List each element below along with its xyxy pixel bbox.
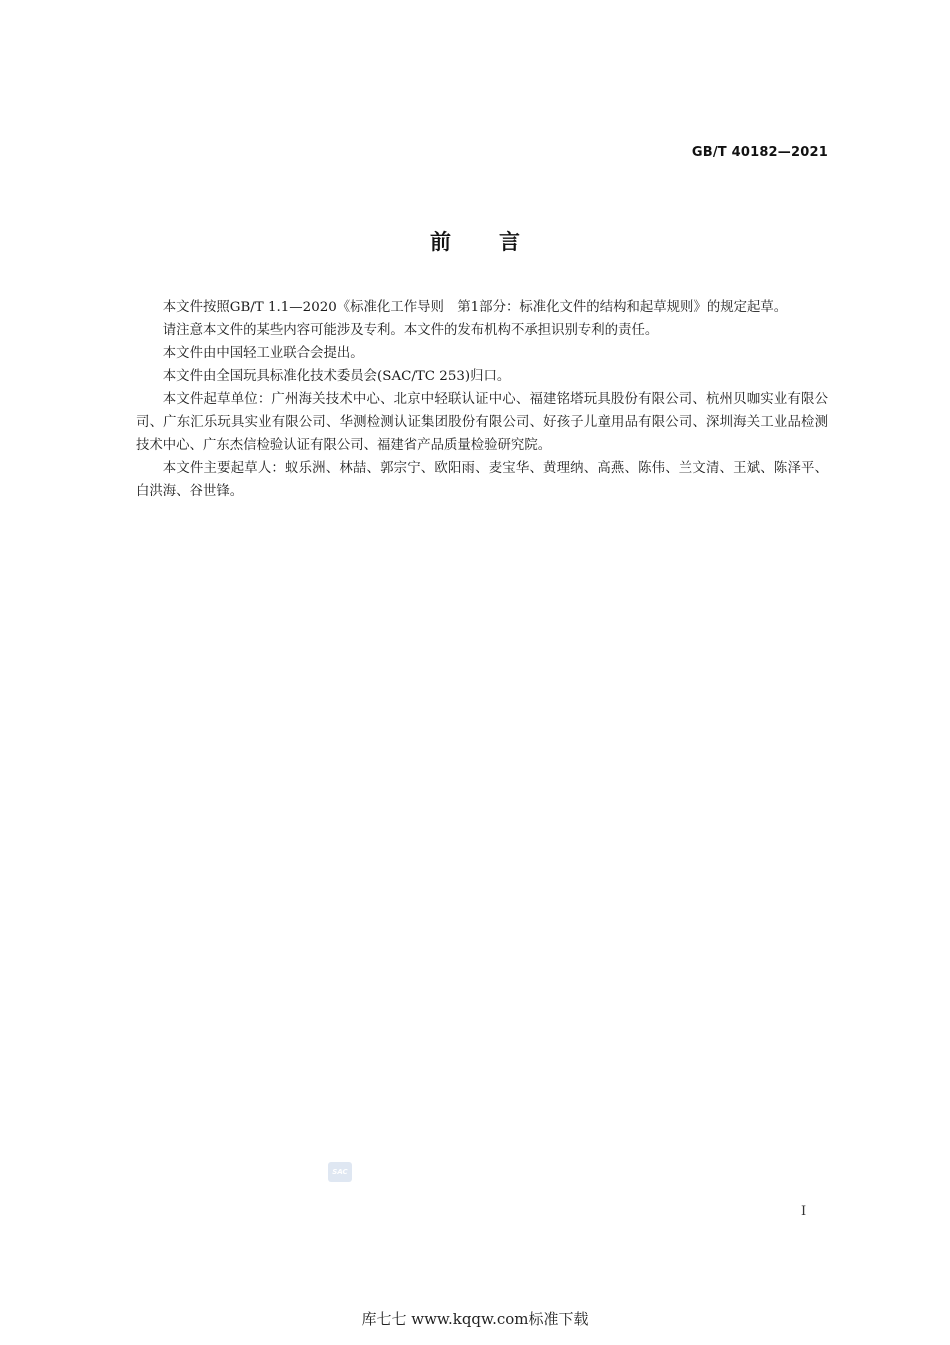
footer-watermark: 库七七 www.kqqw.com标准下载 — [361, 1310, 589, 1328]
document-code: GB/T 40182—2021 — [691, 145, 828, 160]
paragraph-drafting-units: 本文件起草单位：广州海关技术中心、北京中轻联认证中心、福建铭塔玩具股份有限公司、杭州贝咖实业有限公司、广东汇乐玩具实业有限公司、华测检测认证集团股份有限公司、好孩子儿童用品有限公司、深圳海关工业品检测技术中心、广东杰信检验认证有限公司、福建省产品质量检验研究院。 — [136, 392, 828, 453]
paragraph-proposer: 本文件由中国轻工业联合会提出。 — [162, 346, 364, 361]
page-number: I — [801, 1204, 807, 1219]
sac-logo-watermark: SAC — [328, 1162, 352, 1182]
page-title: 前言 — [430, 230, 568, 254]
paragraph-committee: 本文件由全国玩具标准化技术委员会(SAC/TC 253)归口。 — [162, 369, 511, 384]
paragraph-drafters: 本文件主要起草人：蚁乐洲、林喆、郭宗宁、欧阳雨、麦宝华、黄理纳、高燕、陈伟、兰文清、王斌、陈泽平、白洪海、谷世锋。 — [136, 461, 828, 499]
paragraph-patent-notice: 请注意本文件的某些内容可能涉及专利。本文件的发布机构不承担识别专利的责任。 — [162, 323, 659, 338]
paragraph-drafting-rules: 本文件按照GB/T 1.1—2020《标准化工作导则 第1部分：标准化文件的结构和起草规则》的规定起草。 — [162, 300, 788, 315]
foreword-body — [136, 296, 828, 503]
